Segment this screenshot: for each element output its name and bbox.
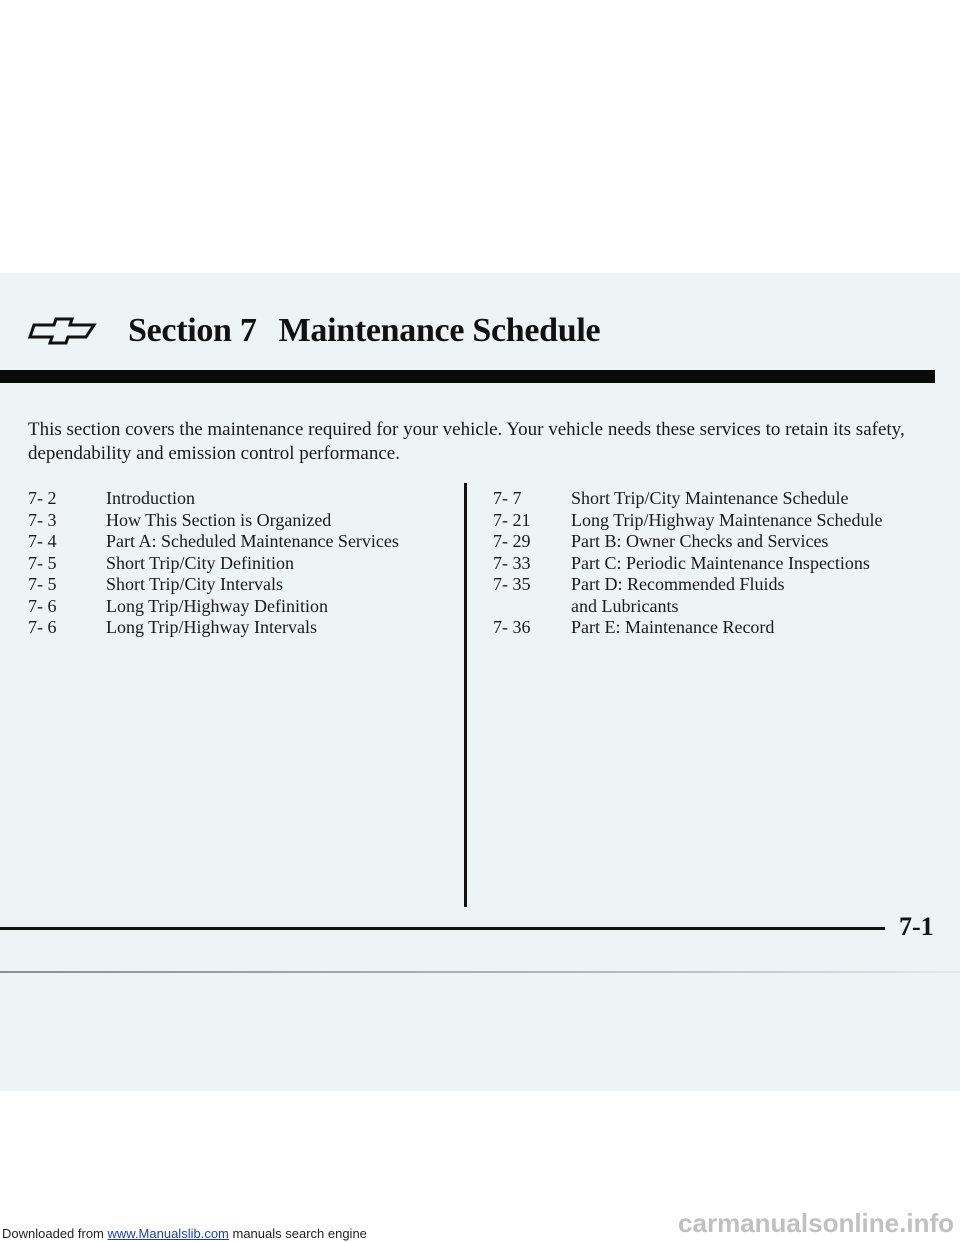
bowtie-logo-icon: [28, 317, 100, 345]
toc-entry[interactable]: [493, 531, 943, 553]
watermark: carmanualsonline.info: [678, 1208, 954, 1238]
toc-page: 7- 4: [28, 531, 57, 551]
header-rule: [0, 370, 935, 383]
toc-entry[interactable]: [493, 510, 943, 532]
toc-entry[interactable]: [493, 553, 943, 575]
toc-page: 7- 36: [493, 617, 531, 637]
manualslib-link[interactable]: www.Manualslib.com: [107, 1226, 229, 1241]
toc-page: 7- 35: [493, 574, 531, 594]
scan-edge-rule: [0, 971, 960, 973]
toc-entry[interactable]: [28, 596, 448, 618]
section-number: Section 7: [128, 312, 257, 349]
toc-label: Introduction: [106, 488, 195, 508]
intro-paragraph: This section covers the maintenance required for your vehicle. Your vehicle needs these services to retain its safety, dependability and emission control performance.: [28, 419, 905, 464]
toc-page: 7- 21: [493, 509, 531, 530]
toc-page: 7- 7: [493, 488, 522, 508]
toc-entry[interactable]: [493, 488, 943, 510]
toc-page: [493, 596, 571, 618]
toc-entry[interactable]: [493, 574, 943, 596]
toc-left-column: [28, 488, 448, 639]
toc-page: 7- 3: [28, 509, 57, 530]
toc-label: Long Trip/Highway Definition: [106, 595, 329, 616]
toc-entry[interactable]: [28, 574, 448, 596]
footer-prefix: Downloaded from: [2, 1226, 108, 1241]
toc-label: Part C: Periodic Maintenance Inspections: [571, 552, 870, 573]
toc-page: 7- 5: [28, 574, 57, 594]
page-number: 7-1: [899, 912, 934, 941]
toc-page: 7- 2: [28, 488, 57, 508]
toc-page: 7- 5: [28, 552, 57, 573]
toc-entry-continued: [493, 596, 943, 618]
toc-label: Part A: Scheduled Maintenance Services: [106, 531, 399, 551]
page-title: [128, 312, 600, 350]
toc-entry[interactable]: [28, 617, 448, 639]
bottom-rule: [0, 927, 885, 930]
toc-label: Long Trip/Highway Maintenance Schedule: [571, 509, 883, 530]
toc-label: Part D: Recommended Fluids: [571, 574, 785, 594]
toc-entry[interactable]: [28, 531, 448, 553]
toc-entry[interactable]: [28, 553, 448, 575]
toc-label: Short Trip/City Intervals: [106, 574, 284, 594]
toc-label: Part B: Owner Checks and Services: [571, 531, 829, 551]
download-footer: [2, 1226, 367, 1241]
toc-label: Short Trip/City Maintenance Schedule: [571, 488, 849, 508]
toc-label: and Lubricants: [571, 595, 679, 616]
toc-label: Short Trip/City Definition: [106, 552, 295, 573]
column-divider: [464, 483, 467, 907]
page-background: [0, 273, 960, 1091]
toc-right-column: [493, 488, 943, 639]
toc-label: Part E: Maintenance Record: [571, 617, 775, 637]
toc-page: 7- 6: [28, 595, 57, 616]
section-header: [28, 306, 600, 356]
toc-page: 7- 33: [493, 552, 531, 573]
section-title-text: Maintenance Schedule: [278, 312, 601, 349]
toc-entry[interactable]: [28, 510, 448, 532]
toc-entry[interactable]: [493, 617, 943, 639]
toc-label: How This Section is Organized: [106, 509, 332, 530]
toc-label: Long Trip/Highway Intervals: [106, 617, 317, 637]
footer-suffix: manuals search engine: [228, 1226, 367, 1241]
toc-page: 7- 29: [493, 531, 531, 551]
toc-entry[interactable]: [28, 488, 448, 510]
toc-page: 7- 6: [28, 617, 57, 637]
